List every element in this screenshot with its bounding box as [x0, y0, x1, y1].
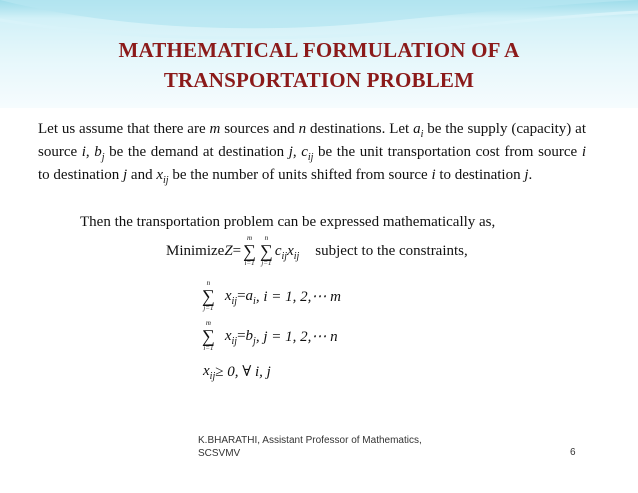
footer-author	[198, 434, 422, 460]
slide-title-line2: TRANSPORTATION PROBLEM	[163, 68, 475, 92]
objective-variable: Z	[224, 242, 233, 259]
slide-title-line1: MATHEMATICAL FORMULATION OF A	[118, 38, 520, 62]
demand-constraint: m ∑ i=1 $x_{ij}$ = $b_j$ , j = 1, 2,⋯ n	[202, 319, 338, 352]
objective-function	[166, 232, 468, 270]
summation-i: m ∑ i=1	[202, 319, 215, 352]
nonnegativity-constraint: $x_{ij}$ ≥ 0, ∀ i, j	[203, 363, 271, 382]
page-number: 6	[570, 447, 576, 458]
intro-sentence: Then the transportation problem can be expressed mathematically as,	[80, 214, 496, 230]
summation-j: n ∑ j=1	[202, 279, 215, 312]
minimize-label: Minimize	[166, 242, 225, 259]
cost-term: $c_{ij}x_{ij}$	[274, 242, 300, 262]
objective-tail: subject to the constraints,	[315, 242, 468, 259]
footer-line1: K.BHARATHI, Assistant Professor of Mathematics,	[198, 435, 422, 446]
supply-constraint: n ∑ j=1 $x_{ij}$ = $a_i$ , i = 1, 2,⋯ m	[202, 279, 341, 312]
summation-j: n ∑ j=1	[259, 234, 273, 267]
footer-line2: SCSVMV	[198, 448, 241, 459]
definition-paragraph: Let us assume that there are m sources and n destinations. Let $a_i$ be the supply (capacity) at source i, $b_j$ be the demand at destination j, $c_{ij}$ be the unit transportation cost from source i to destination j and $x_{ij}$ be the number of units shifted from source i to destination j.	[38, 121, 586, 186]
summation-i: m ∑ i=1	[243, 234, 256, 267]
equals-sign: =	[232, 242, 242, 259]
